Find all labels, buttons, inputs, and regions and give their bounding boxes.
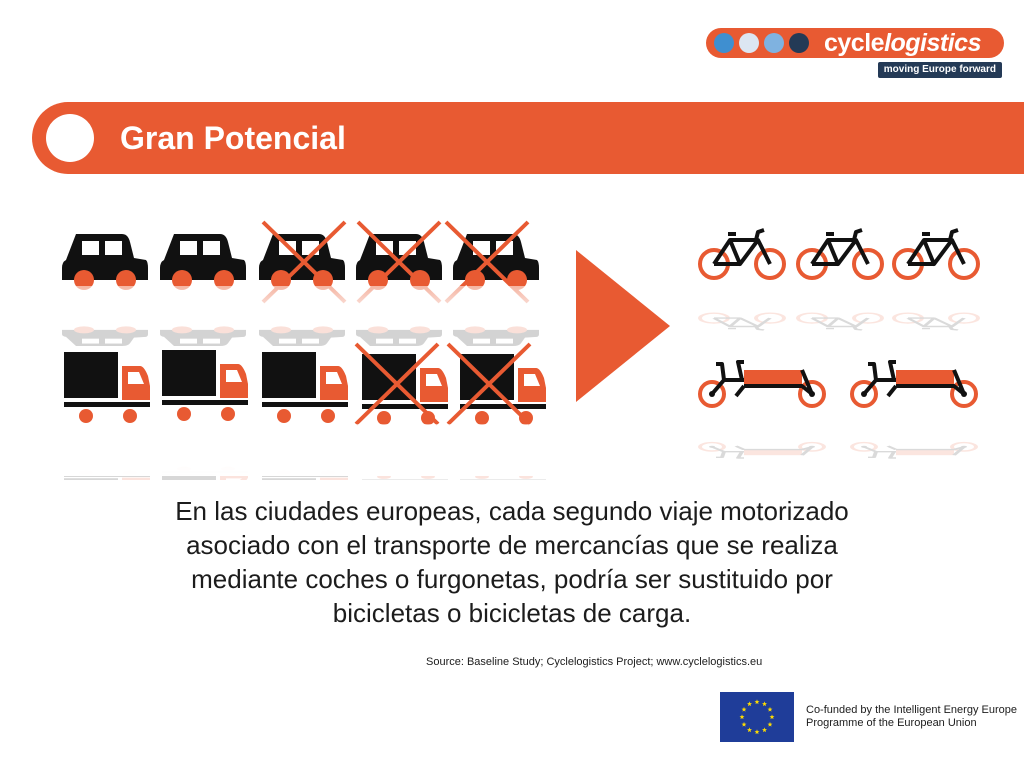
statement-line: En las ciudades europeas, cada segundo viaje motorizado	[175, 496, 849, 526]
source-citation: Source: Baseline Study; Cyclelogistics Project; www.cyclelogistics.eu	[426, 656, 763, 668]
bicycle-icon	[894, 230, 978, 330]
cargo-bike-icon	[852, 362, 976, 458]
logo-tagline: moving Europe forward	[878, 62, 1002, 78]
bicycle-icon	[798, 230, 882, 330]
statement-line: asociado con el transporte de mercancías que se realiza	[186, 530, 838, 560]
statement-line: mediante coches o furgonetas, podría ser sustituido por	[191, 564, 833, 594]
main-statement	[60, 494, 964, 630]
cargo-bike-icon	[700, 362, 824, 458]
eu-funding-line: Programme of the European Union	[806, 717, 977, 729]
eu-funding-note	[806, 704, 1017, 730]
eu-funding-line: Co-funded by the Intelligent Energy Europe	[806, 704, 1017, 716]
statement-line: bicicletas o bicicletas de carga.	[332, 598, 692, 628]
eu-flag-icon	[720, 692, 794, 742]
arrow-right-icon	[576, 250, 670, 402]
bicycle-icon	[700, 230, 784, 330]
page-title: Gran Potencial	[120, 120, 346, 156]
logo-brand-text: cyclelogistics	[824, 29, 981, 57]
